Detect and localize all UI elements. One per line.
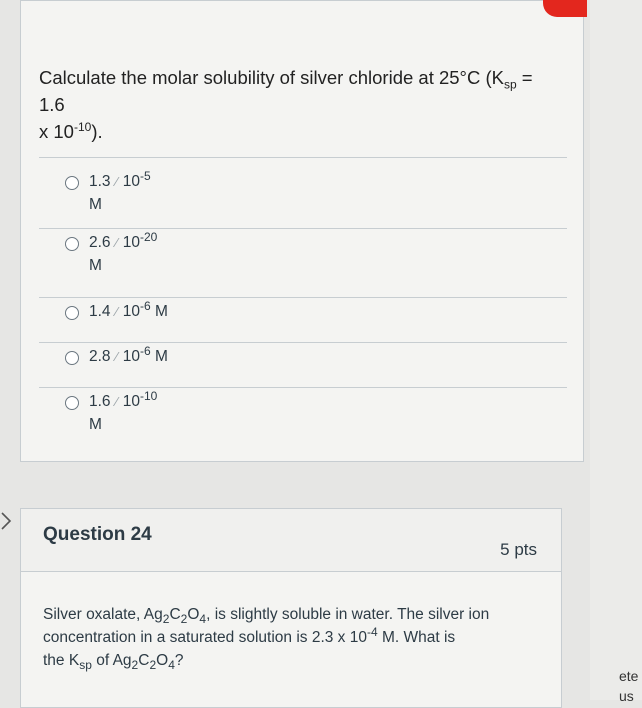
question-title: Question 24	[43, 524, 152, 545]
side-panel-text: ete us	[619, 668, 639, 704]
question-card-previous	[20, 0, 584, 462]
radio-button[interactable]	[65, 351, 79, 365]
radio-button[interactable]	[65, 306, 79, 320]
question-points: 5 pts	[500, 540, 537, 559]
multiply-mark: ⁄	[115, 304, 118, 319]
answer-option-1[interactable]: 1.3 ⁄ $10^{-5}$ M	[39, 157, 567, 228]
question-text: Calculate the molar solubility of silver chloride at 25°C ($K_{sp} = 1.6$ x $10^{-10}$).	[39, 67, 533, 142]
radio-button[interactable]	[65, 237, 79, 251]
multiply-mark: ⁄	[115, 235, 118, 250]
answer-option-4[interactable]: 2.8 ⁄ $10^{-6}$ M	[39, 342, 567, 387]
answer-option-2[interactable]: 2.6 ⁄ $10^{-20}$ M	[39, 228, 567, 297]
flag-badge	[543, 0, 587, 17]
question-text: Silver oxalate, $Ag_2C_2O_4$, is slightly soluble in water. The silver ion concentration in a saturated solution is 2.3 x $10^{-4}$ M. What is the $K_{sp}$ of $Ag_2C_2O_4$?	[43, 606, 490, 673]
answer-list	[39, 157, 567, 448]
answer-option-5[interactable]: 1.6 ⁄ $10^{-10}$ M	[39, 387, 567, 448]
side-panel	[590, 0, 642, 700]
radio-button[interactable]	[65, 396, 79, 410]
multiply-mark: ⁄	[115, 174, 118, 189]
multiply-mark: ⁄	[115, 394, 118, 409]
question-header	[21, 509, 561, 572]
chevron-right-icon[interactable]	[0, 512, 14, 530]
answer-option-3[interactable]: 1.4 ⁄ $10^{-6}$ M	[39, 297, 567, 342]
radio-button[interactable]	[65, 176, 79, 190]
multiply-mark: ⁄	[115, 349, 118, 364]
question-card-24	[20, 508, 562, 708]
